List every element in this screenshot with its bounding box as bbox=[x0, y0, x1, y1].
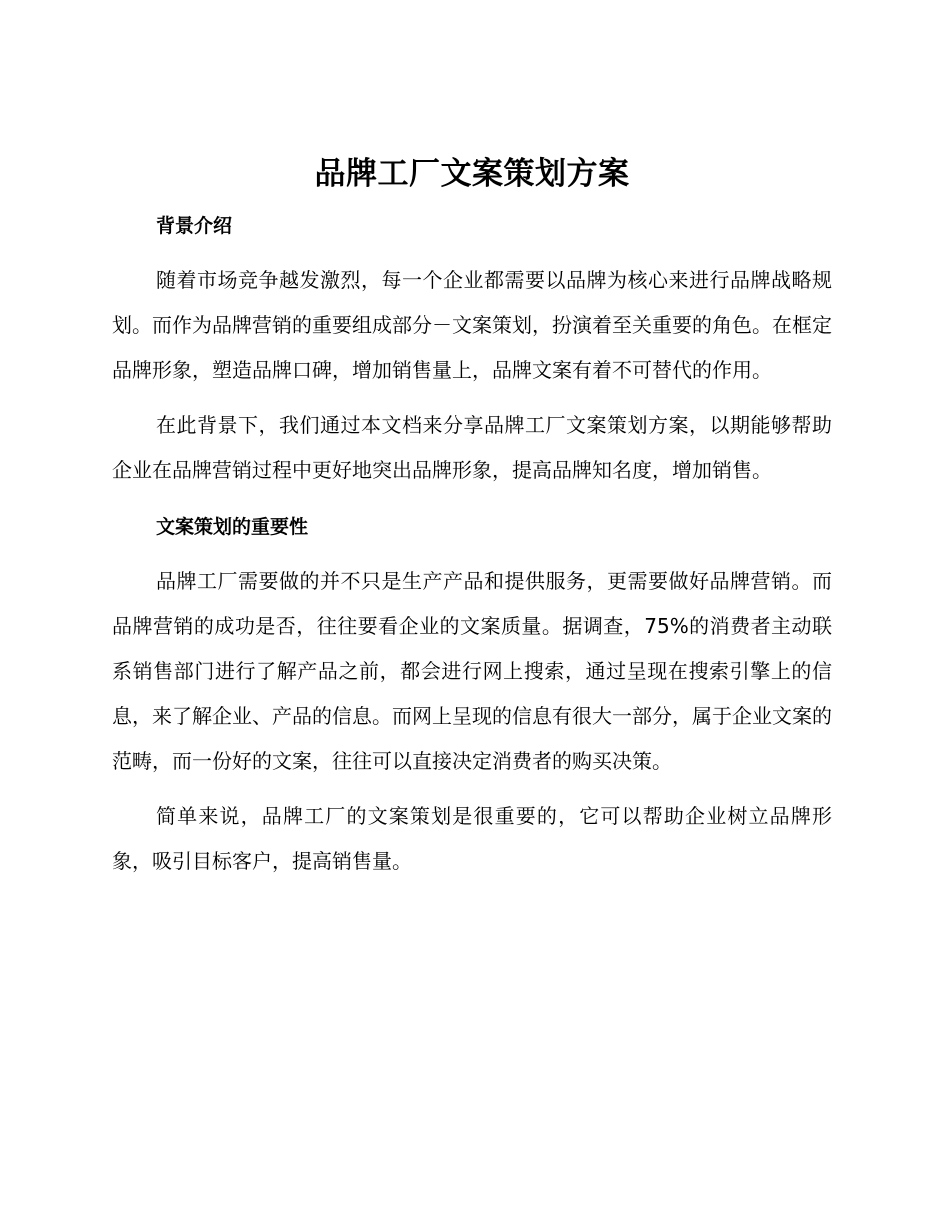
paragraph: 在此背景下，我们通过本文档来分享品牌工厂文案策划方案，以期能够帮助企业在品牌营销过程中更好地突出品牌形象，提高品牌知名度，增加销售。 bbox=[112, 413, 832, 482]
section-heading-background: 背景介绍 bbox=[156, 215, 233, 237]
document-page bbox=[112, 148, 832, 894]
paragraph: 随着市场竞争越发激烈，每一个企业都需要以品牌为核心来进行品牌战略规划。而作为品牌营销的重要组成部分－文案策划，扮演着至关重要的角色。在框定品牌形象，塑造品牌口碑，增加销售量上，品牌文案有着不可替代的作用。 bbox=[112, 268, 832, 382]
document-title: 品牌工厂文案策划方案 bbox=[314, 156, 630, 192]
paragraph: 品牌工厂需要做的并不只是生产产品和提供服务，更需要做好品牌营销。而品牌营销的成功是否，往往要看企业的文案质量。据调查，75%的消费者主动联系销售部门进行了解产品之前，都会进行网上搜索，通过呈现在搜索引擎上的信息，来了解企业、产品的信息。而网上呈现的信息有很大一部分，属于企业文案的范畴，而一份好的文案，往往可以直接决定消费者的购买决策。 bbox=[112, 569, 832, 773]
paragraph: 简单来说，品牌工厂的文案策划是很重要的，它可以帮助企业树立品牌形象，吸引目标客户，提高销售量。 bbox=[112, 804, 832, 873]
section-heading-importance: 文案策划的重要性 bbox=[156, 516, 309, 538]
